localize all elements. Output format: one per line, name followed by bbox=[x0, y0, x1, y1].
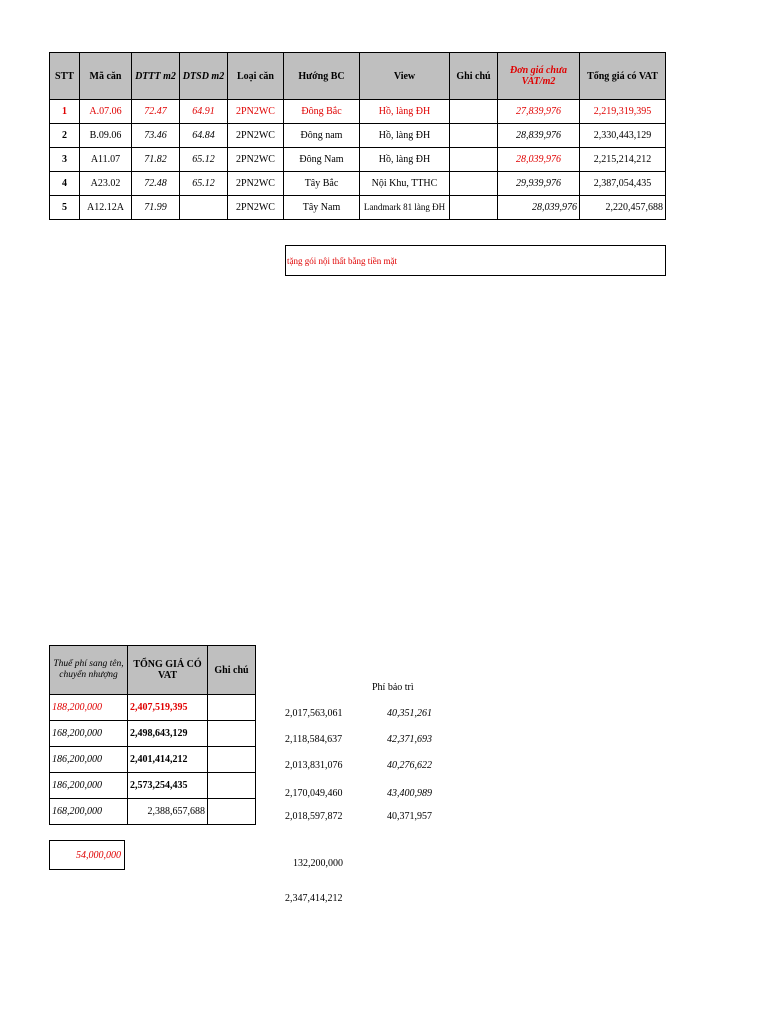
cell-don-gia: 28,839,976 bbox=[498, 124, 580, 148]
cell-tong-gia: 2,219,319,395 bbox=[580, 100, 666, 124]
maintenance-fee: 40,276,622 bbox=[387, 760, 432, 771]
cell-tong-gia: 2,220,457,688 bbox=[580, 196, 666, 220]
cell-ghi-chu bbox=[208, 747, 256, 773]
cell-thue-phi: 186,200,000 bbox=[50, 773, 128, 799]
cell-tong-gia-vat: 2,407,519,395 bbox=[128, 695, 208, 721]
cell-dtsd: 64.91 bbox=[180, 100, 228, 124]
cell-stt: 5 bbox=[50, 196, 80, 220]
cell-view: Hồ, làng ĐH bbox=[360, 124, 450, 148]
header-stt: STT bbox=[50, 53, 80, 100]
cell-ma-can: A23.02 bbox=[80, 172, 132, 196]
cell-huong: Tây Bắc bbox=[284, 172, 360, 196]
header-ma-can: Mã căn bbox=[80, 53, 132, 100]
cell-thue-phi: 188,200,000 bbox=[50, 695, 128, 721]
cell-don-gia: 28,039,976 bbox=[498, 196, 580, 220]
maintenance-fee: 40,371,957 bbox=[387, 811, 432, 822]
cell-thue-phi: 168,200,000 bbox=[50, 799, 128, 825]
cell-huong: Tây Nam bbox=[284, 196, 360, 220]
table-row bbox=[50, 721, 256, 747]
cell-dttt: 71.82 bbox=[132, 148, 180, 172]
maintenance-label: Phí bảo trì bbox=[372, 682, 414, 693]
cell-ma-can: A11.07 bbox=[80, 148, 132, 172]
cell-ghi-chu bbox=[208, 799, 256, 825]
fees-header-row bbox=[50, 646, 256, 695]
cell-dttt: 73.46 bbox=[132, 124, 180, 148]
header-ghi-chu: Ghi chú bbox=[450, 53, 498, 100]
cell-view: Nội Khu, TTHC bbox=[360, 172, 450, 196]
gift-note: tặng gói nội thất bằng tiền mặt bbox=[285, 245, 666, 276]
table-row bbox=[50, 148, 666, 172]
table-row bbox=[50, 100, 666, 124]
cell-ghi-chu bbox=[208, 695, 256, 721]
header-don-gia: Đơn giá chưa VAT/m2 bbox=[498, 53, 580, 100]
table-row bbox=[50, 695, 256, 721]
maintenance-fee: 42,371,693 bbox=[387, 734, 432, 745]
fees-table bbox=[49, 645, 256, 825]
table-row bbox=[50, 799, 256, 825]
cell-thue-phi: 186,200,000 bbox=[50, 747, 128, 773]
cell-view: Hồ, làng ĐH bbox=[360, 148, 450, 172]
cell-ghi-chu bbox=[450, 124, 498, 148]
header-ghi-chu-fees: Ghi chú bbox=[208, 646, 256, 695]
cell-dtsd: 65.12 bbox=[180, 148, 228, 172]
cell-huong: Đông Bắc bbox=[284, 100, 360, 124]
cell-tong-gia: 2,215,214,212 bbox=[580, 148, 666, 172]
header-tong-gia: Tổng giá có VAT bbox=[580, 53, 666, 100]
cell-view: Hồ, làng ĐH bbox=[360, 100, 450, 124]
maintenance-fee: 40,351,261 bbox=[387, 708, 432, 719]
cell-tong-gia-vat: 2,573,254,435 bbox=[128, 773, 208, 799]
cell-don-gia: 28,039,976 bbox=[498, 148, 580, 172]
table-row bbox=[50, 124, 666, 148]
header-dttt: DTTT m2 bbox=[132, 53, 180, 100]
cell-ma-can: A.07.06 bbox=[80, 100, 132, 124]
cell-stt: 2 bbox=[50, 124, 80, 148]
cell-dttt: 72.47 bbox=[132, 100, 180, 124]
extra-value: 132,200,000 bbox=[293, 858, 343, 869]
cell-dtsd: 64.84 bbox=[180, 124, 228, 148]
cell-thue-phi: 168,200,000 bbox=[50, 721, 128, 747]
maintenance-fee: 43,400,989 bbox=[387, 788, 432, 799]
cell-tong-gia-vat: 2,388,657,688 bbox=[128, 799, 208, 825]
cell-don-gia: 27,839,976 bbox=[498, 100, 580, 124]
cell-view: Landmark 81 làng ĐH bbox=[360, 196, 450, 220]
cell-tong-gia-vat: 2,401,414,212 bbox=[128, 747, 208, 773]
cell-ghi-chu bbox=[450, 196, 498, 220]
cell-dttt: 72.48 bbox=[132, 172, 180, 196]
cell-ghi-chu bbox=[208, 721, 256, 747]
cell-dtsd bbox=[180, 196, 228, 220]
maintenance-base: 2,018,597,872 bbox=[285, 811, 343, 822]
table-row bbox=[50, 196, 666, 220]
cell-loai: 2PN2WC bbox=[228, 196, 284, 220]
extra-total: 2,347,414,212 bbox=[285, 893, 343, 904]
table-row bbox=[50, 172, 666, 196]
cell-ghi-chu bbox=[208, 773, 256, 799]
cell-tong-gia: 2,387,054,435 bbox=[580, 172, 666, 196]
maintenance-base: 2,170,049,460 bbox=[285, 788, 343, 799]
table-row bbox=[50, 747, 256, 773]
cell-huong: Đông Nam bbox=[284, 148, 360, 172]
header-huong: Hướng BC bbox=[284, 53, 360, 100]
cell-ma-can: A12.12A bbox=[80, 196, 132, 220]
cell-stt: 1 bbox=[50, 100, 80, 124]
cell-dtsd: 65.12 bbox=[180, 172, 228, 196]
cell-ghi-chu bbox=[450, 172, 498, 196]
maintenance-base: 2,013,831,076 bbox=[285, 760, 343, 771]
cell-ma-can: B.09.06 bbox=[80, 124, 132, 148]
cell-loai: 2PN2WC bbox=[228, 172, 284, 196]
header-tong-gia-vat: TỔNG GIÁ CÓ VAT bbox=[128, 646, 208, 695]
table-row bbox=[50, 773, 256, 799]
maintenance-base: 2,017,563,061 bbox=[285, 708, 343, 719]
cell-loai: 2PN2WC bbox=[228, 100, 284, 124]
cell-ghi-chu bbox=[450, 148, 498, 172]
cell-ghi-chu bbox=[450, 100, 498, 124]
cell-stt: 3 bbox=[50, 148, 80, 172]
units-header-row bbox=[50, 53, 666, 100]
cell-don-gia: 29,939,976 bbox=[498, 172, 580, 196]
cell-loai: 2PN2WC bbox=[228, 124, 284, 148]
cell-tong-gia-vat: 2,498,643,129 bbox=[128, 721, 208, 747]
cell-tong-gia: 2,330,443,129 bbox=[580, 124, 666, 148]
units-table bbox=[49, 52, 666, 220]
cell-loai: 2PN2WC bbox=[228, 148, 284, 172]
cell-huong: Đông nam bbox=[284, 124, 360, 148]
bonus-value-box: 54,000,000 bbox=[49, 840, 125, 870]
maintenance-base: 2,118,584,637 bbox=[285, 734, 343, 745]
cell-stt: 4 bbox=[50, 172, 80, 196]
header-loai-can: Loại căn bbox=[228, 53, 284, 100]
header-dtsd: DTSD m2 bbox=[180, 53, 228, 100]
header-thue-phi: Thuế phí sang tên, chuyển nhượng bbox=[50, 646, 128, 695]
cell-dttt: 71.99 bbox=[132, 196, 180, 220]
header-view: View bbox=[360, 53, 450, 100]
